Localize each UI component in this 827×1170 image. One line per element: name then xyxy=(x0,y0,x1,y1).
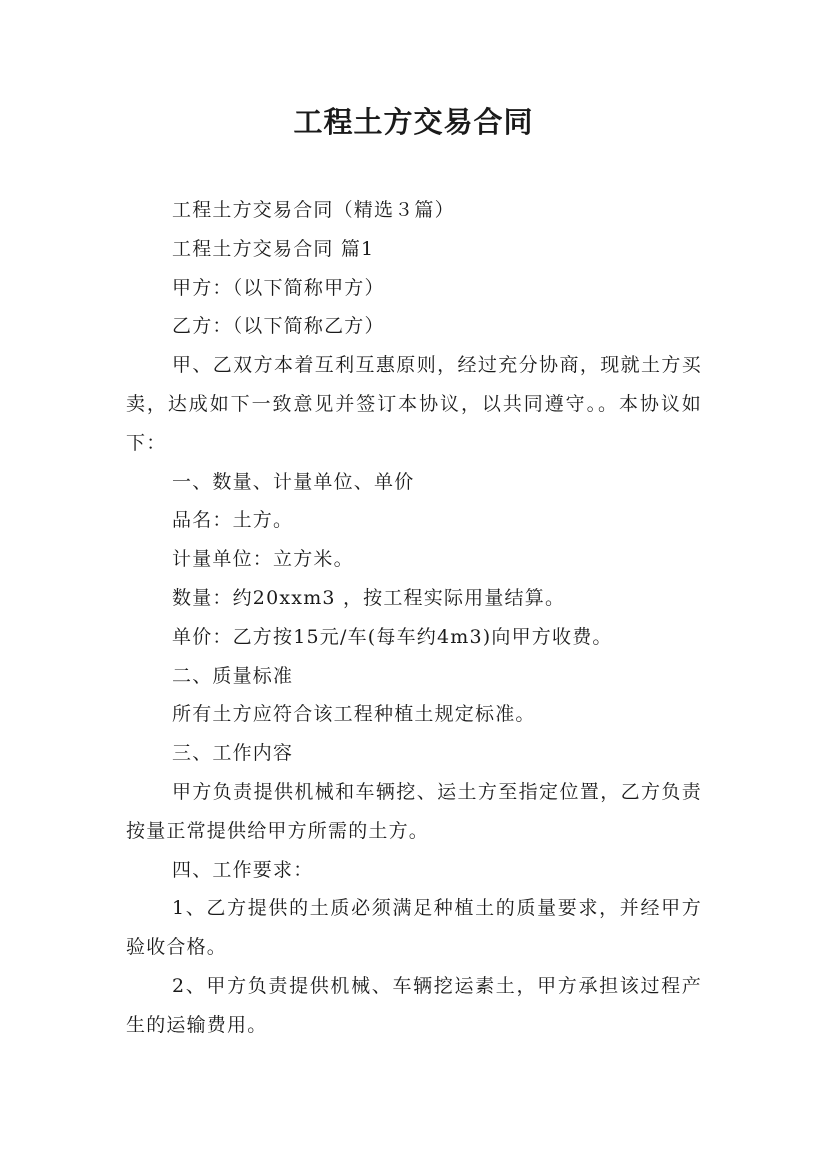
paragraph-clause-4-heading: 四、工作要求： xyxy=(172,858,314,881)
paragraph-clause-2-heading: 二、质量标准 xyxy=(172,664,294,687)
paragraph-party-a: 甲方：（以下简称甲方） xyxy=(172,276,385,299)
paragraph-clause-1-heading: 一、数量、计量单位、单价 xyxy=(172,470,415,493)
document-body xyxy=(126,191,702,1045)
paragraph-subtitle: 工程土方交易合同（精选３篇） xyxy=(172,199,455,221)
document-title: 工程土方交易合同 xyxy=(293,105,534,139)
paragraph-unit-price: 单价：乙方按15元/车(每车约4m3)向甲方收费。 xyxy=(172,625,613,648)
paragraph-clause-3-heading: 三、工作内容 xyxy=(172,742,294,765)
paragraph-quantity: 数量：约20xxm3 ，按工程实际用量结算。 xyxy=(172,586,566,609)
paragraph-intro: 甲、乙双方本着互利互惠原则，经过充分协商，现就土方买卖，达成如下一致意见并签订本协议，以共同遵守。。本协议如下： xyxy=(126,354,702,454)
paragraph-requirement-2: 2、甲方负责提供机械、车辆挖运素土，甲方承担该过程产生的运输费用。 xyxy=(126,974,702,1036)
paragraph-product-name: 品名：土方。 xyxy=(172,509,294,532)
paragraph-unit: 计量单位：立方米。 xyxy=(172,548,354,571)
paragraph-section-heading: 工程土方交易合同 篇1 xyxy=(172,237,375,260)
paragraph-requirement-1: 1、乙方提供的土质必须满足种植土的质量要求，并经甲方验收合格。 xyxy=(126,897,702,959)
paragraph-party-b: 乙方：（以下简称乙方） xyxy=(172,315,385,338)
paragraph-quality: 所有土方应符合该工程种植土规定标准。 xyxy=(172,703,536,726)
paragraph-work-content: 甲方负责提供机械和车辆挖、运土方至指定位置，乙方负责按量正常提供给甲方所需的土方。 xyxy=(126,780,702,842)
